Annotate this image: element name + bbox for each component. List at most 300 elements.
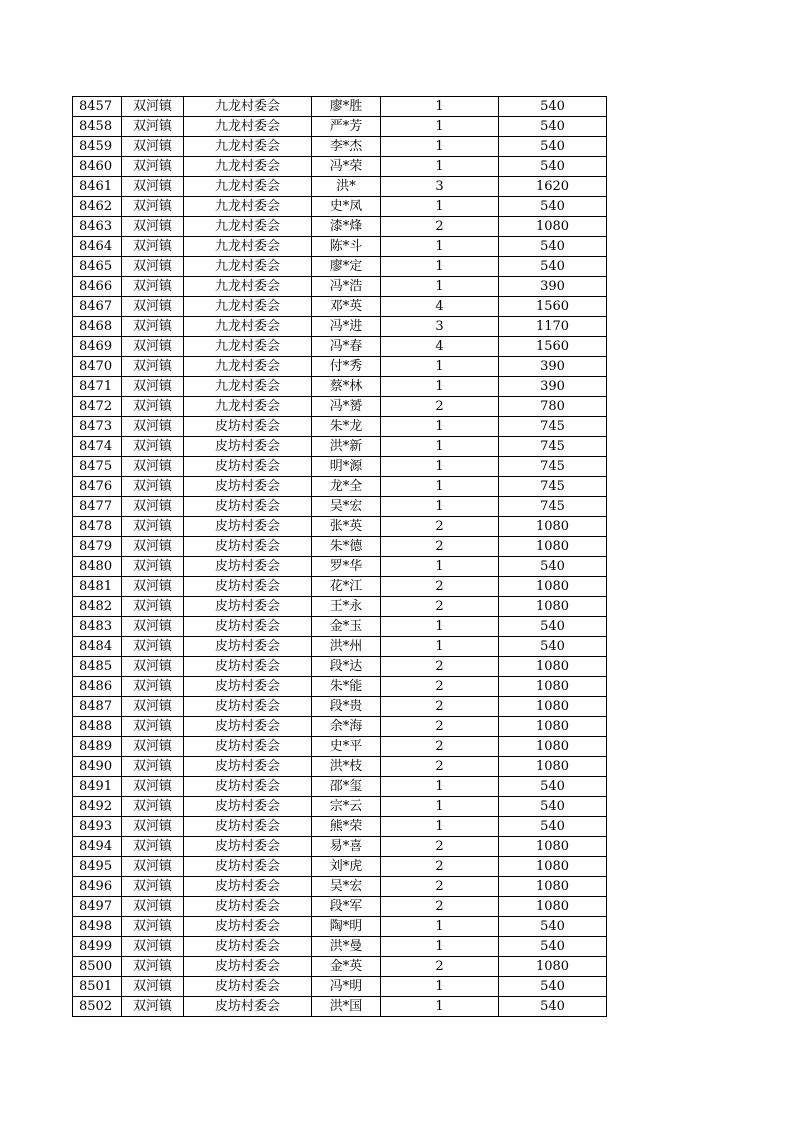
name-cell: 刘*虎 bbox=[312, 857, 381, 877]
town-cell: 双河镇 bbox=[122, 157, 184, 177]
row-number-cell: 8493 bbox=[73, 817, 122, 837]
name-cell: 宗*云 bbox=[312, 797, 381, 817]
name-cell: 段*达 bbox=[312, 657, 381, 677]
town-cell: 双河镇 bbox=[122, 737, 184, 757]
village-committee-cell: 皮坊村委会 bbox=[184, 997, 312, 1017]
town-cell: 双河镇 bbox=[122, 817, 184, 837]
name-cell: 陶*明 bbox=[312, 917, 381, 937]
name-cell: 洪*曼 bbox=[312, 937, 381, 957]
name-cell: 洪* bbox=[312, 177, 381, 197]
table-row bbox=[73, 577, 607, 597]
count-cell: 1 bbox=[381, 917, 499, 937]
table-row bbox=[73, 417, 607, 437]
table-row bbox=[73, 857, 607, 877]
amount-cell: 1080 bbox=[499, 537, 607, 557]
name-cell: 余*海 bbox=[312, 717, 381, 737]
table-row bbox=[73, 957, 607, 977]
name-cell: 蔡*林 bbox=[312, 377, 381, 397]
town-cell: 双河镇 bbox=[122, 417, 184, 437]
row-number-cell: 8489 bbox=[73, 737, 122, 757]
row-number-cell: 8460 bbox=[73, 157, 122, 177]
town-cell: 双河镇 bbox=[122, 597, 184, 617]
count-cell: 2 bbox=[381, 757, 499, 777]
row-number-cell: 8495 bbox=[73, 857, 122, 877]
row-number-cell: 8462 bbox=[73, 197, 122, 217]
count-cell: 1 bbox=[381, 257, 499, 277]
amount-cell: 1080 bbox=[499, 577, 607, 597]
table-row bbox=[73, 757, 607, 777]
row-number-cell: 8497 bbox=[73, 897, 122, 917]
count-cell: 1 bbox=[381, 637, 499, 657]
table-row bbox=[73, 597, 607, 617]
village-committee-cell: 皮坊村委会 bbox=[184, 817, 312, 837]
name-cell: 张*英 bbox=[312, 517, 381, 537]
amount-cell: 1080 bbox=[499, 677, 607, 697]
town-cell: 双河镇 bbox=[122, 397, 184, 417]
town-cell: 双河镇 bbox=[122, 177, 184, 197]
row-number-cell: 8479 bbox=[73, 537, 122, 557]
village-committee-cell: 九龙村委会 bbox=[184, 357, 312, 377]
village-committee-cell: 皮坊村委会 bbox=[184, 497, 312, 517]
name-cell: 史*凤 bbox=[312, 197, 381, 217]
table-row bbox=[73, 837, 607, 857]
village-committee-cell: 九龙村委会 bbox=[184, 177, 312, 197]
amount-cell: 1080 bbox=[499, 517, 607, 537]
row-number-cell: 8461 bbox=[73, 177, 122, 197]
amount-cell: 1080 bbox=[499, 717, 607, 737]
table-row bbox=[73, 517, 607, 537]
row-number-cell: 8470 bbox=[73, 357, 122, 377]
count-cell: 1 bbox=[381, 277, 499, 297]
amount-cell: 1080 bbox=[499, 897, 607, 917]
amount-cell: 1170 bbox=[499, 317, 607, 337]
name-cell: 冯*荣 bbox=[312, 157, 381, 177]
town-cell: 双河镇 bbox=[122, 217, 184, 237]
village-committee-cell: 皮坊村委会 bbox=[184, 857, 312, 877]
row-number-cell: 8500 bbox=[73, 957, 122, 977]
village-committee-cell: 九龙村委会 bbox=[184, 97, 312, 117]
count-cell: 1 bbox=[381, 977, 499, 997]
table-row bbox=[73, 377, 607, 397]
village-committee-cell: 皮坊村委会 bbox=[184, 877, 312, 897]
amount-cell: 540 bbox=[499, 937, 607, 957]
town-cell: 双河镇 bbox=[122, 357, 184, 377]
name-cell: 朱*德 bbox=[312, 537, 381, 557]
row-number-cell: 8458 bbox=[73, 117, 122, 137]
row-number-cell: 8502 bbox=[73, 997, 122, 1017]
name-cell: 洪*州 bbox=[312, 637, 381, 657]
town-cell: 双河镇 bbox=[122, 877, 184, 897]
village-committee-cell: 皮坊村委会 bbox=[184, 577, 312, 597]
amount-cell: 745 bbox=[499, 497, 607, 517]
town-cell: 双河镇 bbox=[122, 237, 184, 257]
name-cell: 段*贵 bbox=[312, 697, 381, 717]
amount-cell: 1080 bbox=[499, 217, 607, 237]
town-cell: 双河镇 bbox=[122, 917, 184, 937]
village-committee-cell: 皮坊村委会 bbox=[184, 897, 312, 917]
village-committee-cell: 皮坊村委会 bbox=[184, 957, 312, 977]
village-committee-cell: 皮坊村委会 bbox=[184, 697, 312, 717]
count-cell: 2 bbox=[381, 957, 499, 977]
count-cell: 1 bbox=[381, 477, 499, 497]
amount-cell: 1080 bbox=[499, 597, 607, 617]
amount-cell: 1080 bbox=[499, 877, 607, 897]
town-cell: 双河镇 bbox=[122, 317, 184, 337]
village-committee-cell: 皮坊村委会 bbox=[184, 757, 312, 777]
village-committee-cell: 皮坊村委会 bbox=[184, 657, 312, 677]
name-cell: 金*玉 bbox=[312, 617, 381, 637]
town-cell: 双河镇 bbox=[122, 537, 184, 557]
village-committee-cell: 皮坊村委会 bbox=[184, 917, 312, 937]
count-cell: 1 bbox=[381, 357, 499, 377]
town-cell: 双河镇 bbox=[122, 297, 184, 317]
village-committee-cell: 九龙村委会 bbox=[184, 217, 312, 237]
amount-cell: 540 bbox=[499, 557, 607, 577]
amount-cell: 390 bbox=[499, 277, 607, 297]
table-row bbox=[73, 277, 607, 297]
town-cell: 双河镇 bbox=[122, 757, 184, 777]
name-cell: 明*源 bbox=[312, 457, 381, 477]
row-number-cell: 8480 bbox=[73, 557, 122, 577]
table-row bbox=[73, 237, 607, 257]
count-cell: 1 bbox=[381, 557, 499, 577]
amount-cell: 745 bbox=[499, 417, 607, 437]
village-committee-cell: 皮坊村委会 bbox=[184, 617, 312, 637]
village-committee-cell: 皮坊村委会 bbox=[184, 837, 312, 857]
row-number-cell: 8501 bbox=[73, 977, 122, 997]
village-committee-cell: 皮坊村委会 bbox=[184, 937, 312, 957]
count-cell: 2 bbox=[381, 677, 499, 697]
amount-cell: 1080 bbox=[499, 837, 607, 857]
count-cell: 2 bbox=[381, 737, 499, 757]
count-cell: 1 bbox=[381, 97, 499, 117]
town-cell: 双河镇 bbox=[122, 617, 184, 637]
row-number-cell: 8477 bbox=[73, 497, 122, 517]
town-cell: 双河镇 bbox=[122, 517, 184, 537]
town-cell: 双河镇 bbox=[122, 637, 184, 657]
village-committee-cell: 皮坊村委会 bbox=[184, 457, 312, 477]
count-cell: 2 bbox=[381, 877, 499, 897]
amount-cell: 540 bbox=[499, 237, 607, 257]
table-row bbox=[73, 117, 607, 137]
name-cell: 史*平 bbox=[312, 737, 381, 757]
table-row bbox=[73, 337, 607, 357]
name-cell: 冯*明 bbox=[312, 977, 381, 997]
row-number-cell: 8478 bbox=[73, 517, 122, 537]
table-row bbox=[73, 977, 607, 997]
amount-cell: 1080 bbox=[499, 737, 607, 757]
count-cell: 1 bbox=[381, 777, 499, 797]
row-number-cell: 8490 bbox=[73, 757, 122, 777]
amount-cell: 780 bbox=[499, 397, 607, 417]
village-committee-cell: 九龙村委会 bbox=[184, 297, 312, 317]
amount-cell: 1080 bbox=[499, 697, 607, 717]
table-row bbox=[73, 677, 607, 697]
amount-cell: 390 bbox=[499, 357, 607, 377]
amount-cell: 540 bbox=[499, 257, 607, 277]
town-cell: 双河镇 bbox=[122, 557, 184, 577]
village-committee-cell: 皮坊村委会 bbox=[184, 677, 312, 697]
amount-cell: 540 bbox=[499, 137, 607, 157]
table-row bbox=[73, 437, 607, 457]
village-committee-cell: 九龙村委会 bbox=[184, 317, 312, 337]
town-cell: 双河镇 bbox=[122, 857, 184, 877]
table-row bbox=[73, 217, 607, 237]
village-committee-cell: 皮坊村委会 bbox=[184, 597, 312, 617]
town-cell: 双河镇 bbox=[122, 657, 184, 677]
town-cell: 双河镇 bbox=[122, 277, 184, 297]
table-row bbox=[73, 397, 607, 417]
name-cell: 李*杰 bbox=[312, 137, 381, 157]
amount-cell: 1080 bbox=[499, 857, 607, 877]
name-cell: 洪*枝 bbox=[312, 757, 381, 777]
name-cell: 陈*斗 bbox=[312, 237, 381, 257]
count-cell: 1 bbox=[381, 617, 499, 637]
town-cell: 双河镇 bbox=[122, 457, 184, 477]
table-row bbox=[73, 357, 607, 377]
table-row bbox=[73, 297, 607, 317]
data-table bbox=[72, 96, 607, 1017]
amount-cell: 745 bbox=[499, 437, 607, 457]
count-cell: 1 bbox=[381, 197, 499, 217]
count-cell: 1 bbox=[381, 797, 499, 817]
town-cell: 双河镇 bbox=[122, 577, 184, 597]
count-cell: 2 bbox=[381, 697, 499, 717]
town-cell: 双河镇 bbox=[122, 137, 184, 157]
village-committee-cell: 九龙村委会 bbox=[184, 337, 312, 357]
row-number-cell: 8465 bbox=[73, 257, 122, 277]
amount-cell: 540 bbox=[499, 977, 607, 997]
count-cell: 1 bbox=[381, 817, 499, 837]
table-row bbox=[73, 157, 607, 177]
row-number-cell: 8474 bbox=[73, 437, 122, 457]
count-cell: 2 bbox=[381, 897, 499, 917]
name-cell: 邓*英 bbox=[312, 297, 381, 317]
town-cell: 双河镇 bbox=[122, 997, 184, 1017]
count-cell: 2 bbox=[381, 857, 499, 877]
village-committee-cell: 九龙村委会 bbox=[184, 257, 312, 277]
village-committee-cell: 皮坊村委会 bbox=[184, 777, 312, 797]
town-cell: 双河镇 bbox=[122, 497, 184, 517]
count-cell: 1 bbox=[381, 137, 499, 157]
table-row bbox=[73, 937, 607, 957]
name-cell: 王*永 bbox=[312, 597, 381, 617]
row-number-cell: 8499 bbox=[73, 937, 122, 957]
village-committee-cell: 九龙村委会 bbox=[184, 237, 312, 257]
town-cell: 双河镇 bbox=[122, 837, 184, 857]
row-number-cell: 8459 bbox=[73, 137, 122, 157]
row-number-cell: 8487 bbox=[73, 697, 122, 717]
name-cell: 朱*龙 bbox=[312, 417, 381, 437]
row-number-cell: 8496 bbox=[73, 877, 122, 897]
table-row bbox=[73, 197, 607, 217]
amount-cell: 540 bbox=[499, 97, 607, 117]
table-row bbox=[73, 477, 607, 497]
town-cell: 双河镇 bbox=[122, 197, 184, 217]
count-cell: 1 bbox=[381, 157, 499, 177]
count-cell: 1 bbox=[381, 937, 499, 957]
name-cell: 易*喜 bbox=[312, 837, 381, 857]
count-cell: 2 bbox=[381, 517, 499, 537]
count-cell: 2 bbox=[381, 217, 499, 237]
row-number-cell: 8481 bbox=[73, 577, 122, 597]
row-number-cell: 8476 bbox=[73, 477, 122, 497]
amount-cell: 1080 bbox=[499, 657, 607, 677]
table-row bbox=[73, 997, 607, 1017]
table-row bbox=[73, 497, 607, 517]
village-committee-cell: 九龙村委会 bbox=[184, 277, 312, 297]
amount-cell: 540 bbox=[499, 157, 607, 177]
amount-cell: 540 bbox=[499, 777, 607, 797]
village-committee-cell: 九龙村委会 bbox=[184, 157, 312, 177]
town-cell: 双河镇 bbox=[122, 797, 184, 817]
count-cell: 4 bbox=[381, 337, 499, 357]
table-row bbox=[73, 897, 607, 917]
count-cell: 2 bbox=[381, 717, 499, 737]
row-number-cell: 8491 bbox=[73, 777, 122, 797]
row-number-cell: 8486 bbox=[73, 677, 122, 697]
name-cell: 付*秀 bbox=[312, 357, 381, 377]
table-body bbox=[73, 97, 607, 1017]
amount-cell: 1620 bbox=[499, 177, 607, 197]
row-number-cell: 8466 bbox=[73, 277, 122, 297]
count-cell: 1 bbox=[381, 377, 499, 397]
village-committee-cell: 皮坊村委会 bbox=[184, 717, 312, 737]
town-cell: 双河镇 bbox=[122, 97, 184, 117]
amount-cell: 1560 bbox=[499, 337, 607, 357]
count-cell: 1 bbox=[381, 437, 499, 457]
count-cell: 3 bbox=[381, 317, 499, 337]
table-row bbox=[73, 97, 607, 117]
row-number-cell: 8483 bbox=[73, 617, 122, 637]
village-committee-cell: 九龙村委会 bbox=[184, 137, 312, 157]
village-committee-cell: 皮坊村委会 bbox=[184, 737, 312, 757]
table-row bbox=[73, 657, 607, 677]
row-number-cell: 8482 bbox=[73, 597, 122, 617]
village-committee-cell: 皮坊村委会 bbox=[184, 977, 312, 997]
count-cell: 4 bbox=[381, 297, 499, 317]
name-cell: 廖*胜 bbox=[312, 97, 381, 117]
count-cell: 1 bbox=[381, 457, 499, 477]
row-number-cell: 8467 bbox=[73, 297, 122, 317]
name-cell: 吴*宏 bbox=[312, 877, 381, 897]
row-number-cell: 8457 bbox=[73, 97, 122, 117]
count-cell: 2 bbox=[381, 837, 499, 857]
table-row bbox=[73, 697, 607, 717]
row-number-cell: 8494 bbox=[73, 837, 122, 857]
table-row bbox=[73, 177, 607, 197]
village-committee-cell: 皮坊村委会 bbox=[184, 437, 312, 457]
table-row bbox=[73, 137, 607, 157]
name-cell: 冯*进 bbox=[312, 317, 381, 337]
count-cell: 1 bbox=[381, 237, 499, 257]
table-row bbox=[73, 877, 607, 897]
name-cell: 熊*荣 bbox=[312, 817, 381, 837]
table-row bbox=[73, 717, 607, 737]
name-cell: 廖*定 bbox=[312, 257, 381, 277]
row-number-cell: 8498 bbox=[73, 917, 122, 937]
amount-cell: 1080 bbox=[499, 757, 607, 777]
count-cell: 2 bbox=[381, 657, 499, 677]
village-committee-cell: 九龙村委会 bbox=[184, 377, 312, 397]
name-cell: 冯*春 bbox=[312, 337, 381, 357]
name-cell: 罗*华 bbox=[312, 557, 381, 577]
name-cell: 洪*新 bbox=[312, 437, 381, 457]
name-cell: 朱*能 bbox=[312, 677, 381, 697]
amount-cell: 390 bbox=[499, 377, 607, 397]
town-cell: 双河镇 bbox=[122, 117, 184, 137]
amount-cell: 540 bbox=[499, 637, 607, 657]
town-cell: 双河镇 bbox=[122, 677, 184, 697]
amount-cell: 540 bbox=[499, 997, 607, 1017]
table-row bbox=[73, 537, 607, 557]
count-cell: 2 bbox=[381, 597, 499, 617]
table-row bbox=[73, 557, 607, 577]
name-cell: 漆*烽 bbox=[312, 217, 381, 237]
amount-cell: 540 bbox=[499, 117, 607, 137]
name-cell: 冯*赟 bbox=[312, 397, 381, 417]
amount-cell: 745 bbox=[499, 477, 607, 497]
name-cell: 冯*浩 bbox=[312, 277, 381, 297]
village-committee-cell: 九龙村委会 bbox=[184, 117, 312, 137]
table-row bbox=[73, 817, 607, 837]
row-number-cell: 8464 bbox=[73, 237, 122, 257]
row-number-cell: 8468 bbox=[73, 317, 122, 337]
town-cell: 双河镇 bbox=[122, 337, 184, 357]
count-cell: 3 bbox=[381, 177, 499, 197]
amount-cell: 745 bbox=[499, 457, 607, 477]
village-committee-cell: 皮坊村委会 bbox=[184, 417, 312, 437]
row-number-cell: 8492 bbox=[73, 797, 122, 817]
table-row bbox=[73, 617, 607, 637]
table-row bbox=[73, 457, 607, 477]
amount-cell: 1560 bbox=[499, 297, 607, 317]
count-cell: 2 bbox=[381, 577, 499, 597]
table-row bbox=[73, 777, 607, 797]
amount-cell: 540 bbox=[499, 797, 607, 817]
town-cell: 双河镇 bbox=[122, 717, 184, 737]
row-number-cell: 8475 bbox=[73, 457, 122, 477]
row-number-cell: 8473 bbox=[73, 417, 122, 437]
name-cell: 段*军 bbox=[312, 897, 381, 917]
name-cell: 吴*宏 bbox=[312, 497, 381, 517]
town-cell: 双河镇 bbox=[122, 437, 184, 457]
table-row bbox=[73, 797, 607, 817]
row-number-cell: 8463 bbox=[73, 217, 122, 237]
table-row bbox=[73, 917, 607, 937]
count-cell: 2 bbox=[381, 537, 499, 557]
amount-cell: 540 bbox=[499, 817, 607, 837]
town-cell: 双河镇 bbox=[122, 897, 184, 917]
table-row bbox=[73, 637, 607, 657]
amount-cell: 540 bbox=[499, 917, 607, 937]
town-cell: 双河镇 bbox=[122, 777, 184, 797]
table-row bbox=[73, 317, 607, 337]
village-committee-cell: 皮坊村委会 bbox=[184, 537, 312, 557]
village-committee-cell: 皮坊村委会 bbox=[184, 797, 312, 817]
table-row bbox=[73, 257, 607, 277]
row-number-cell: 8471 bbox=[73, 377, 122, 397]
count-cell: 1 bbox=[381, 417, 499, 437]
village-committee-cell: 皮坊村委会 bbox=[184, 477, 312, 497]
count-cell: 1 bbox=[381, 497, 499, 517]
row-number-cell: 8485 bbox=[73, 657, 122, 677]
town-cell: 双河镇 bbox=[122, 477, 184, 497]
amount-cell: 540 bbox=[499, 617, 607, 637]
name-cell: 花*江 bbox=[312, 577, 381, 597]
town-cell: 双河镇 bbox=[122, 977, 184, 997]
name-cell: 龙*全 bbox=[312, 477, 381, 497]
